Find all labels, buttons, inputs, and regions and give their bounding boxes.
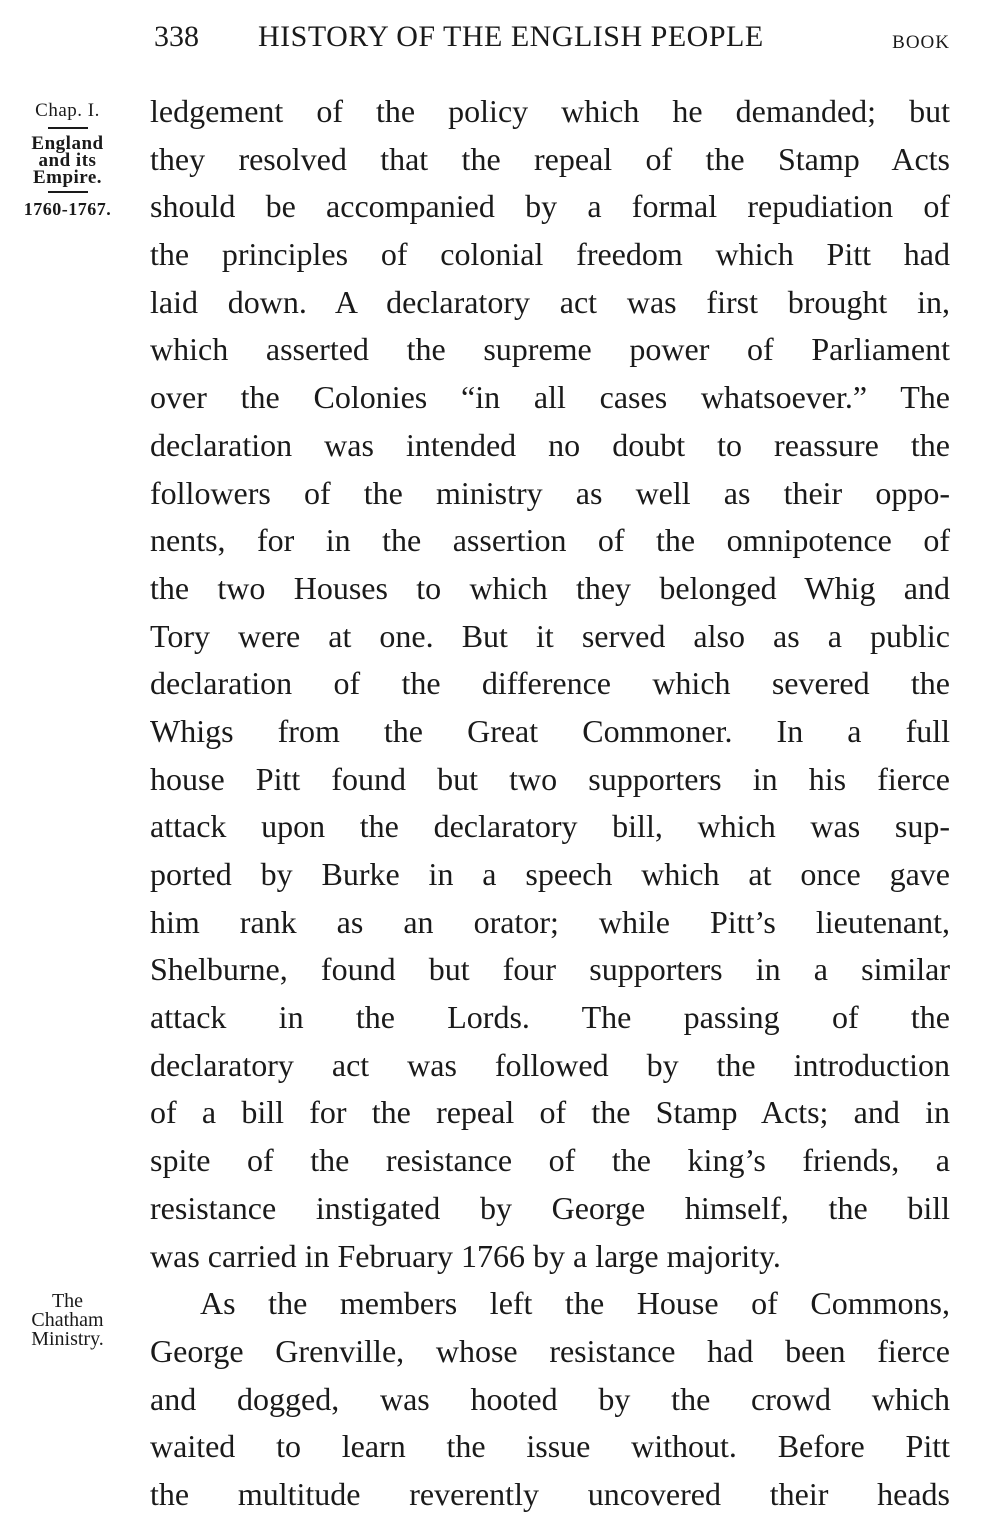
text-line: and dogged, was hooted by the crowd which (150, 1380, 950, 1417)
text-line: house Pitt found but two supporters in his fierce (150, 760, 950, 797)
text-line: waited to learn the issue without. Before Pitt (150, 1428, 950, 1465)
text-line: declaration was intended no doubt to reassure the (150, 426, 950, 463)
section-note-line1: England (31, 133, 104, 154)
text-line: attack upon the declaratory bill, which was sup- (150, 808, 950, 845)
text-line: ported by Burke in a speech which at once gave (150, 856, 950, 892)
margin-chapter-block (0, 100, 135, 220)
sidenote-line1: The (51, 1290, 84, 1312)
text-line: followers of the ministry as well as their oppo- (150, 474, 950, 511)
text-line: Whigs from the Great Commoner. In a full (150, 712, 950, 749)
section-note-line2: and its (38, 150, 97, 171)
text-line: the two Houses to which they belonged Whig and (150, 569, 950, 606)
text-line: should be accompanied by a formal repudiation of (150, 188, 950, 225)
text-line: George Grenville, whose resistance had been fierce (150, 1332, 950, 1369)
text-line: which asserted the supreme power of Parliament (150, 331, 950, 368)
text-line: declaratory act was followed by the introduction (150, 1046, 950, 1083)
sidenote-line3: Ministry. (31, 1328, 104, 1350)
running-title: HISTORY OF THE ENGLISH PEOPLE (258, 20, 764, 53)
margin-sidenote (0, 1292, 135, 1349)
book-label: BOOK (892, 32, 950, 53)
text-line: they resolved that the repeal of the Stamp Acts (150, 140, 950, 177)
text-line: Shelburne, found but four supporters in a similar (150, 951, 950, 988)
body-text (150, 88, 950, 1519)
date-range: 1760-1767. (23, 199, 112, 219)
text-line: Tory were at one. But it served also as a public (150, 617, 950, 654)
running-header (150, 18, 950, 58)
text-line: attack in the Lords. The passing of the (150, 999, 950, 1036)
section-note-line3: Empire. (32, 167, 103, 188)
text-line: him rank as an orator; while Pitt’s lieutenant, (150, 903, 950, 940)
text-line: nents, for in the assertion of the omnipotence of (150, 522, 950, 559)
text-line: over the Colonies “in all cases whatsoever.” The (150, 379, 950, 416)
margin-rule (48, 127, 88, 129)
text-line: the principles of colonial freedom which Pitt had (150, 236, 950, 273)
text-line: ledgement of the policy which he demanded; but (150, 93, 950, 129)
chapter-label: Chap. I. (35, 100, 100, 121)
text-line: declaration of the difference which severed the (150, 665, 950, 702)
text-line: was carried in February 1766 by a large majority. (150, 1237, 781, 1274)
text-line: resistance instigated by George himself, the bill (150, 1189, 950, 1226)
page-number: 338 (154, 20, 199, 53)
margin-rule (48, 191, 88, 193)
text-line: of a bill for the repeal of the Stamp Acts; and in (150, 1094, 950, 1131)
sidenote-line2: Chatham (31, 1309, 104, 1331)
text-line: the multitude reverently uncovered their heads (150, 1475, 950, 1512)
text-line: As the members left the House of Commons, (200, 1285, 950, 1322)
text-line: laid down. A declaratory act was first brought in, (150, 283, 950, 320)
text-line: spite of the resistance of the king’s friends, a (150, 1142, 950, 1179)
